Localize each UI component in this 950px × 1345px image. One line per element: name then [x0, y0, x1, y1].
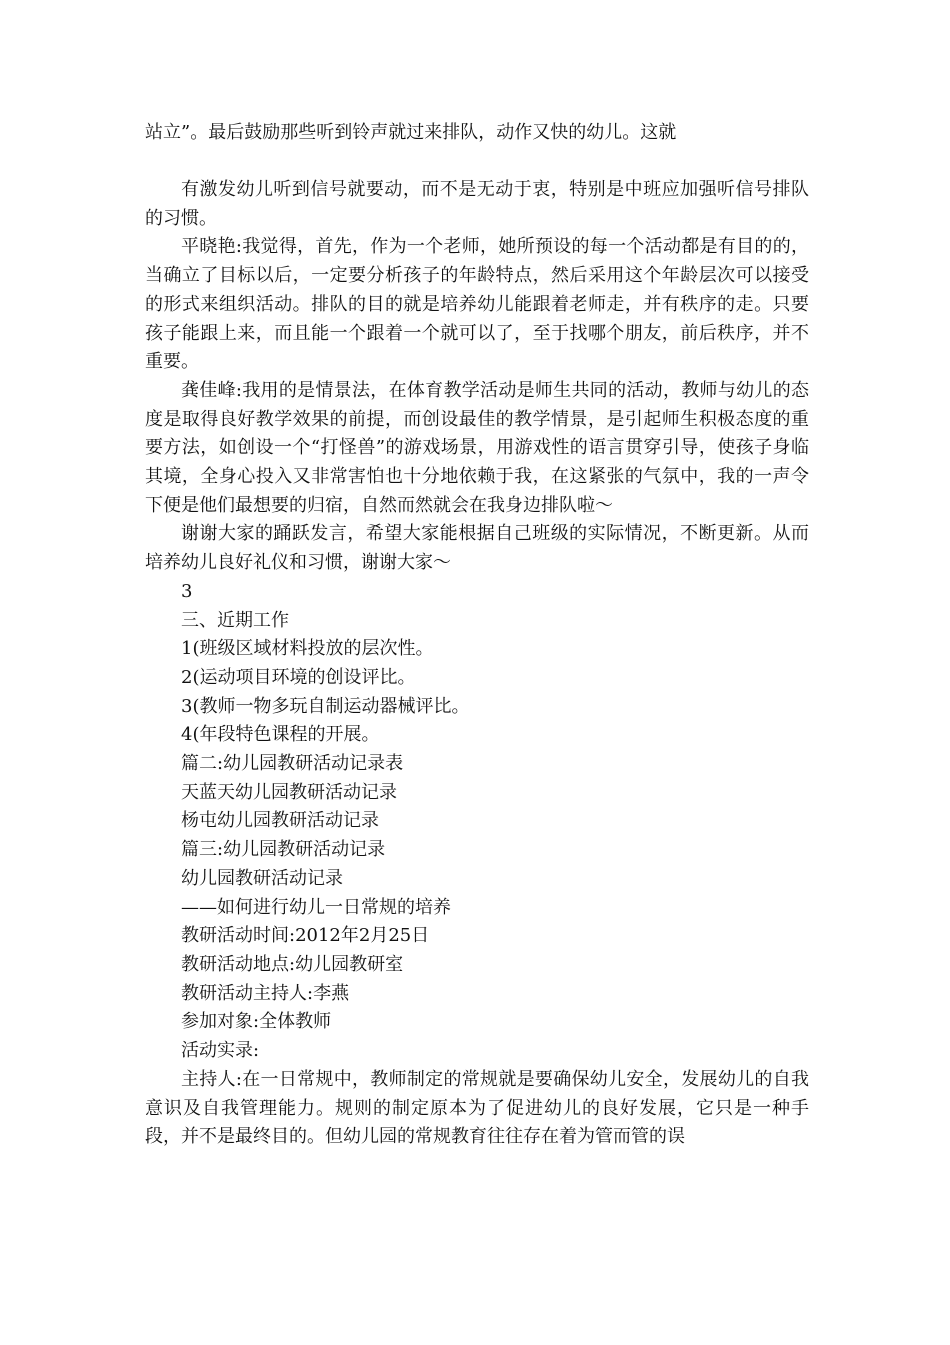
paragraph-signal-habit: 有激发幼儿听到信号就要动，而不是无动于衷，特别是中班应加强听信号排队的习惯。	[145, 179, 809, 229]
paragraph-gong-jiafeng: 龚佳峰:我用的是情景法，在体育教学活动是师生共同的活动，教师与幼儿的态度是取得良好教学效果的前提，而创设最佳的教学情景，是引起师生积极态度的重要方法，如创设一个“打怪兽”的游戏场景，用游戏性的语言贯穿引导，使孩子身临其境，全身心投入又非常害怕也十分地依赖于我，在这紧张的气氛中，我的一声令下便是他们最想要的归宿，自然而然就会在我身边排队啦～	[145, 379, 809, 516]
list-item: 3(教师一物多玩自制运动器械评比。	[181, 695, 470, 717]
record-title: 幼儿园教研活动记录	[181, 867, 343, 889]
page-number: 3	[181, 580, 193, 602]
activity-host: 教研活动主持人:李燕	[181, 982, 350, 1004]
paragraph-ping-xiaoyan: 平晓艳:我觉得，首先，作为一个老师，她所预设的每一个活动都是有目的的，当确立了目标以后，一定要分析孩子的年龄特点，然后采用这个年龄层次可以接受的形式来组织活动。排队的目的就是培养幼儿能跟着老师走，并有秩序的走。只要孩子能跟上来，而且能一个跟着一个就可以了，至于找哪个朋友，前后秩序，并不重要。	[145, 236, 809, 373]
section-heading-recent-work: 三、近期工作	[181, 609, 289, 631]
list-item: 2(运动项目环境的创设评比。	[181, 666, 416, 688]
list-item: 4(年段特色课程的开展。	[181, 724, 380, 746]
paragraph-thanks: 谢谢大家的踊跃发言，希望大家能根据自己班级的实际情况，不断更新。从而培养幼儿良好礼仪和习惯，谢谢大家～	[145, 523, 809, 574]
record-title: 杨屯幼儿园教研活动记录	[181, 810, 379, 832]
activity-time: 教研活动时间:2012年2月25日	[181, 925, 430, 947]
activity-participants: 参加对象:全体教师	[181, 1011, 332, 1033]
section-heading-part-two: 篇二:幼儿园教研活动记录表	[181, 753, 404, 775]
record-subtitle: ——如何进行幼儿一日常规的培养	[181, 896, 451, 918]
document-body	[145, 176, 809, 1152]
record-title: 天蓝天幼儿园教研活动记录	[181, 781, 397, 803]
activity-record-label: 活动实录:	[181, 1040, 260, 1062]
list-item: 1(班级区域材料投放的层次性。	[181, 638, 434, 660]
continued-line: 站立”。最后鼓励那些听到铃声就过来排队，动作又快的幼儿。这就	[145, 122, 677, 143]
activity-location: 教研活动地点:幼儿园教研室	[181, 953, 404, 975]
paragraph-host-remarks: 主持人:在一日常规中，教师制定的常规就是要确保幼儿安全，发展幼儿的自我意识及自我管理能力。规则的制定原本为了促进幼儿的良好发展，它只是一种手段，并不是最终目的。但幼儿园的常规教育往往存在着为管而管的误	[145, 1068, 809, 1148]
section-heading-part-three: 篇三:幼儿园教研活动记录	[181, 839, 386, 861]
